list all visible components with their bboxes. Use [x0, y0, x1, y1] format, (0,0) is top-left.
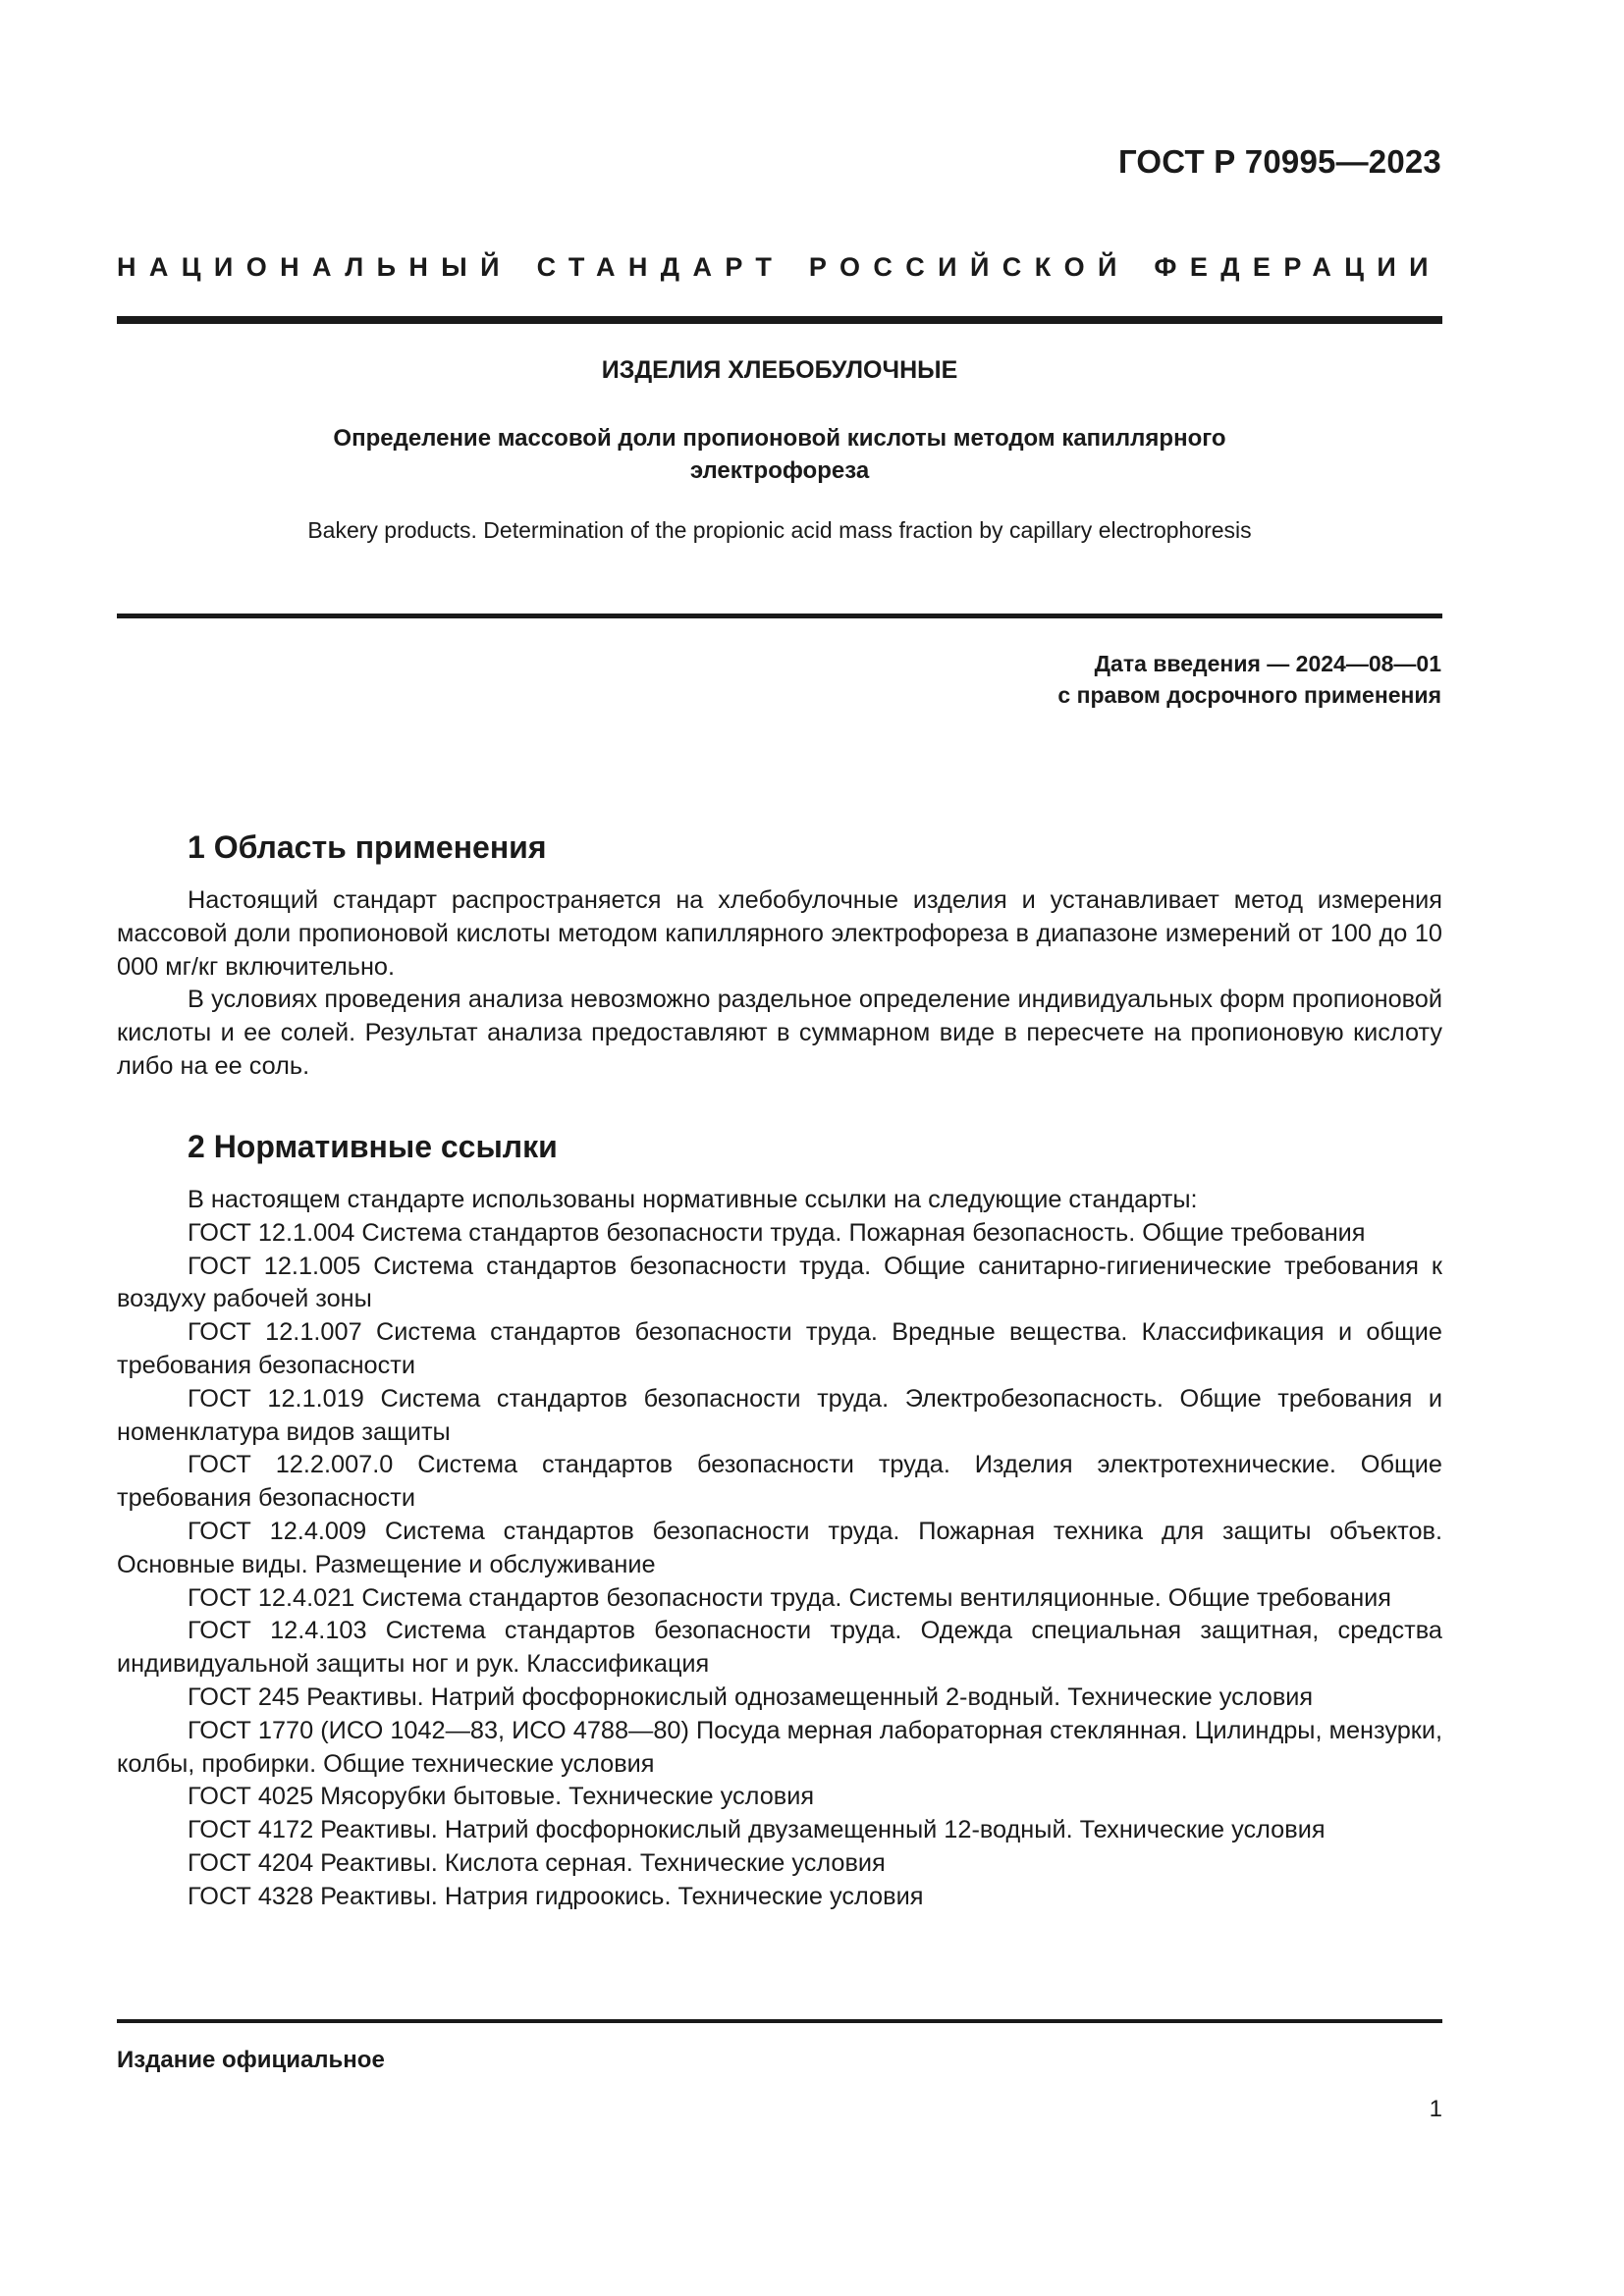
reference-item: ГОСТ 12.4.103 Система стандартов безопасности труда. Одежда специальная защитная, средства индивидуальной защиты ног и рук. Классификация: [117, 1617, 1442, 1679]
gost-number: ГОСТ Р 70995—2023: [1117, 143, 1441, 180]
early-application-note: с правом досрочного применения: [1057, 682, 1441, 708]
reference-item: ГОСТ 1770 (ИСО 1042—83, ИСО 4788—80) Посуда мерная лабораторная стеклянная. Цилиндры, мензурки, колбы, пробирки. Общие технические условия: [117, 1716, 1442, 1778]
reference-item: ГОСТ 245 Реактивы. Натрий фосфорнокислый однозамещенный 2-водный. Технические условия: [188, 1682, 1314, 1711]
reference-item: ГОСТ 4204 Реактивы. Кислота серная. Технические условия: [188, 1848, 886, 1877]
reference-item: ГОСТ 12.4.021 Система стандартов безопасности труда. Системы вентиляционные. Общие требования: [188, 1583, 1392, 1612]
official-edition-label: Издание официальное: [117, 2047, 385, 2073]
top-divider: [117, 316, 1442, 324]
footer-divider: [117, 2019, 1442, 2023]
reference-item: ГОСТ 12.1.019 Система стандартов безопасности труда. Электробезопасность. Общие требования и номенклатура видов защиты: [117, 1384, 1442, 1446]
reference-item: ГОСТ 12.1.007 Система стандартов безопасности труда. Вредные вещества. Классификация и общие требования безопасности: [117, 1318, 1442, 1379]
paragraph: В условиях проведения анализа невозможно раздельное определение индивидуальных форм пропионовой кислоты и ее солей. Результат анализа предоставляют в суммарном виде в пересчете на пропионовую кислоту либо на ее соль.: [117, 986, 1442, 1080]
references-section-body: [117, 1184, 1442, 1914]
page-number: 1: [1429, 2096, 1442, 2122]
reference-item: ГОСТ 12.4.009 Система стандартов безопасности труда. Пожарная техника для защиты объектов. Основные виды. Размещение и обслуживание: [117, 1517, 1442, 1578]
scope-section-body: [117, 884, 1442, 1084]
national-standard-banner: НАЦИОНАЛЬНЫЙ СТАНДАРТ РОССИЙСКОЙ ФЕДЕРАЦИИ: [117, 252, 1441, 282]
reference-item: ГОСТ 4172 Реактивы. Натрий фосфорнокислый двузамещенный 12-водный. Технические условия: [188, 1816, 1326, 1844]
document-subtitle: Определение массовой доли пропионовой кислоты методом капиллярного электрофореза: [333, 425, 1226, 484]
reference-item: ГОСТ 12.2.007.0 Система стандартов безопасности труда. Изделия электротехнические. Общие требования безопасности: [117, 1451, 1442, 1513]
title-divider: [117, 614, 1442, 618]
paragraph: В настоящем стандарте использованы нормативные ссылки на следующие стандарты:: [188, 1186, 1198, 1213]
document-title: ИЗДЕЛИЯ ХЛЕБОБУЛОЧНЫЕ: [601, 356, 958, 384]
introduction-date: [1057, 648, 1441, 711]
reference-item: ГОСТ 4025 Мясорубки бытовые. Технические условия: [188, 1783, 815, 1811]
introduction-date-line: Дата введения — 2024—08—01: [1094, 651, 1441, 676]
section-heading-references: 2 Нормативные ссылки: [188, 1129, 558, 1164]
reference-item: ГОСТ 4328 Реактивы. Натрия гидроокись. Технические условия: [188, 1882, 924, 1910]
section-heading-scope: 1 Область применения: [188, 829, 547, 865]
reference-item: ГОСТ 12.1.004 Система стандартов безопасности труда. Пожарная безопасность. Общие требования: [188, 1218, 1366, 1247]
paragraph: Настоящий стандарт распространяется на хлебобулочные изделия и устанавливает метод измерения массовой доли пропионовой кислоты методом капиллярного электрофореза в диапазоне измерений от 100 до 10 000 мг/кг включительно.: [117, 886, 1442, 981]
english-title: Bakery products. Determination of the propionic acid mass fraction by capillary electrophoresis: [307, 517, 1252, 543]
reference-item: ГОСТ 12.1.005 Система стандартов безопасности труда. Общие санитарно-гигиенические требования к воздуху рабочей зоны: [117, 1252, 1442, 1313]
